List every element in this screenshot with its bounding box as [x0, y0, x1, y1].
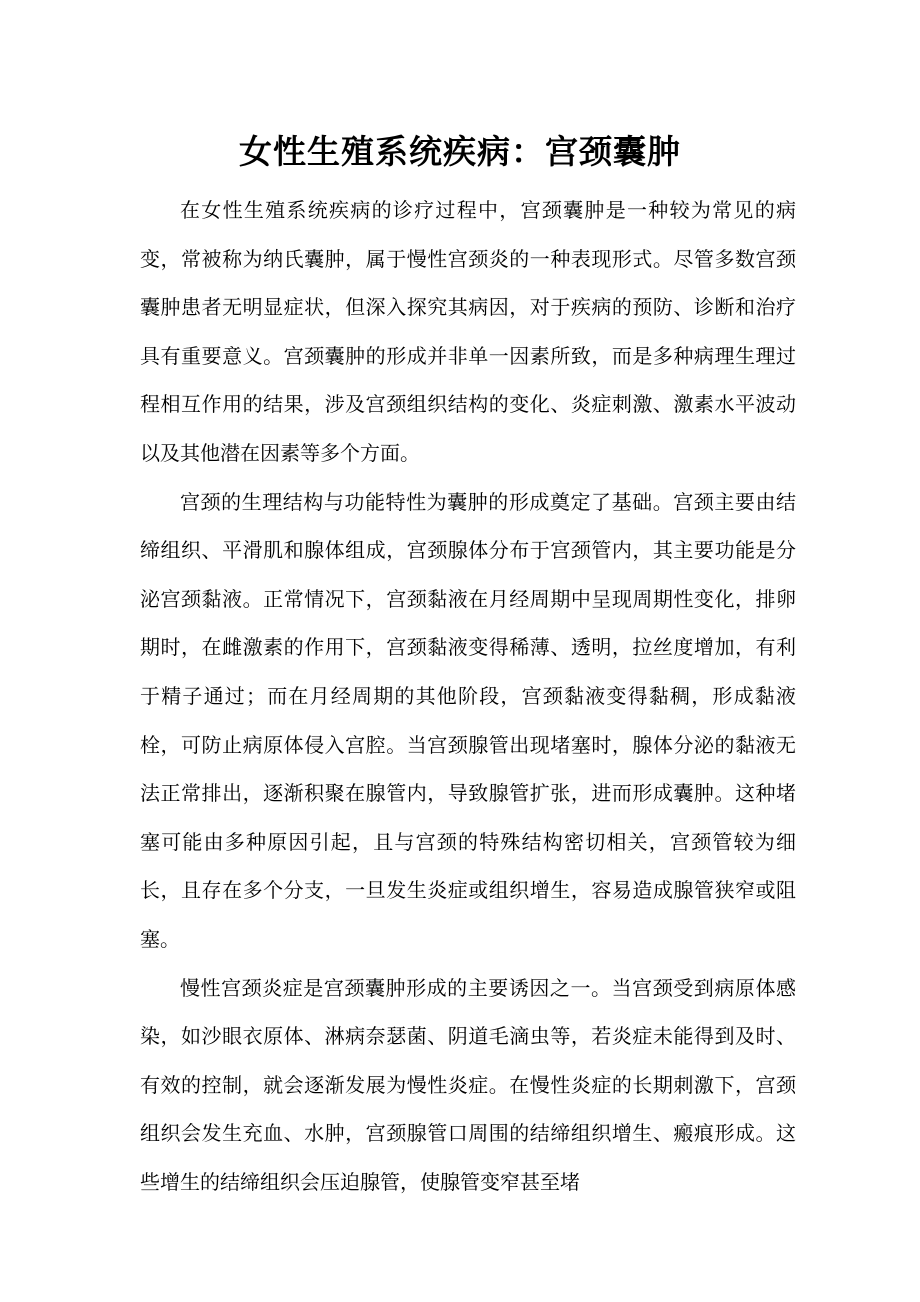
paragraph-3: 慢性宫颈炎症是宫颈囊肿形成的主要诱因之一。当宫颈受到病原体感染，如沙眼衣原体、淋病奈瑟菌、阴道毛滴虫等，若炎症未能得到及时、有效的控制，就会逐渐发展为慢性炎症。在慢性炎症的长期刺激下，宫颈组织会发生充血、水肿，宫颈腺管口周围的结缔组织增生、瘢痕形成。这些增生的结缔组织会压迫腺管，使腺管变窄甚至堵 — [140, 975, 796, 1194]
document-body — [140, 186, 796, 1206]
paragraph-1: 在女性生殖系统疾病的诊疗过程中，宫颈囊肿是一种较为常见的病变，常被称为纳氏囊肿，属于慢性宫颈炎的一种表现形式。尽管多数宫颈囊肿患者无明显症状，但深入探究其病因，对于疾病的预防、诊断和治疗具有重要意义。宫颈囊肿的形成并非单一因素所致，而是多种病理生理过程相互作用的结果，涉及宫颈组织结构的变化、炎症刺激、激素水平波动以及其他潜在因素等多个方面。 — [140, 198, 796, 465]
document-title: 女性生殖系统疾病：宫颈囊肿 — [239, 132, 681, 171]
paragraph-2: 宫颈的生理结构与功能特性为囊肿的形成奠定了基础。宫颈主要由结缔组织、平滑肌和腺体组成，宫颈腺体分布于宫颈管内，其主要功能是分泌宫颈黏液。正常情况下，宫颈黏液在月经周期中呈现周期性变化，排卵期时，在雌激素的作用下，宫颈黏液变得稀薄、透明，拉丝度增加，有利于精子通过；而在月经周期的其他阶段，宫颈黏液变得黏稠，形成黏液栓，可防止病原体侵入宫腔。当宫颈腺管出现堵塞时，腺体分泌的黏液无法正常排出，逐渐积聚在腺管内，导致腺管扩张，进而形成囊肿。这种堵塞可能由多种原因引起，且与宫颈的特殊结构密切相关，宫颈管较为细长，且存在多个分支，一旦发生炎症或组织增生，容易造成腺管狭窄或阻塞。 — [140, 489, 796, 951]
